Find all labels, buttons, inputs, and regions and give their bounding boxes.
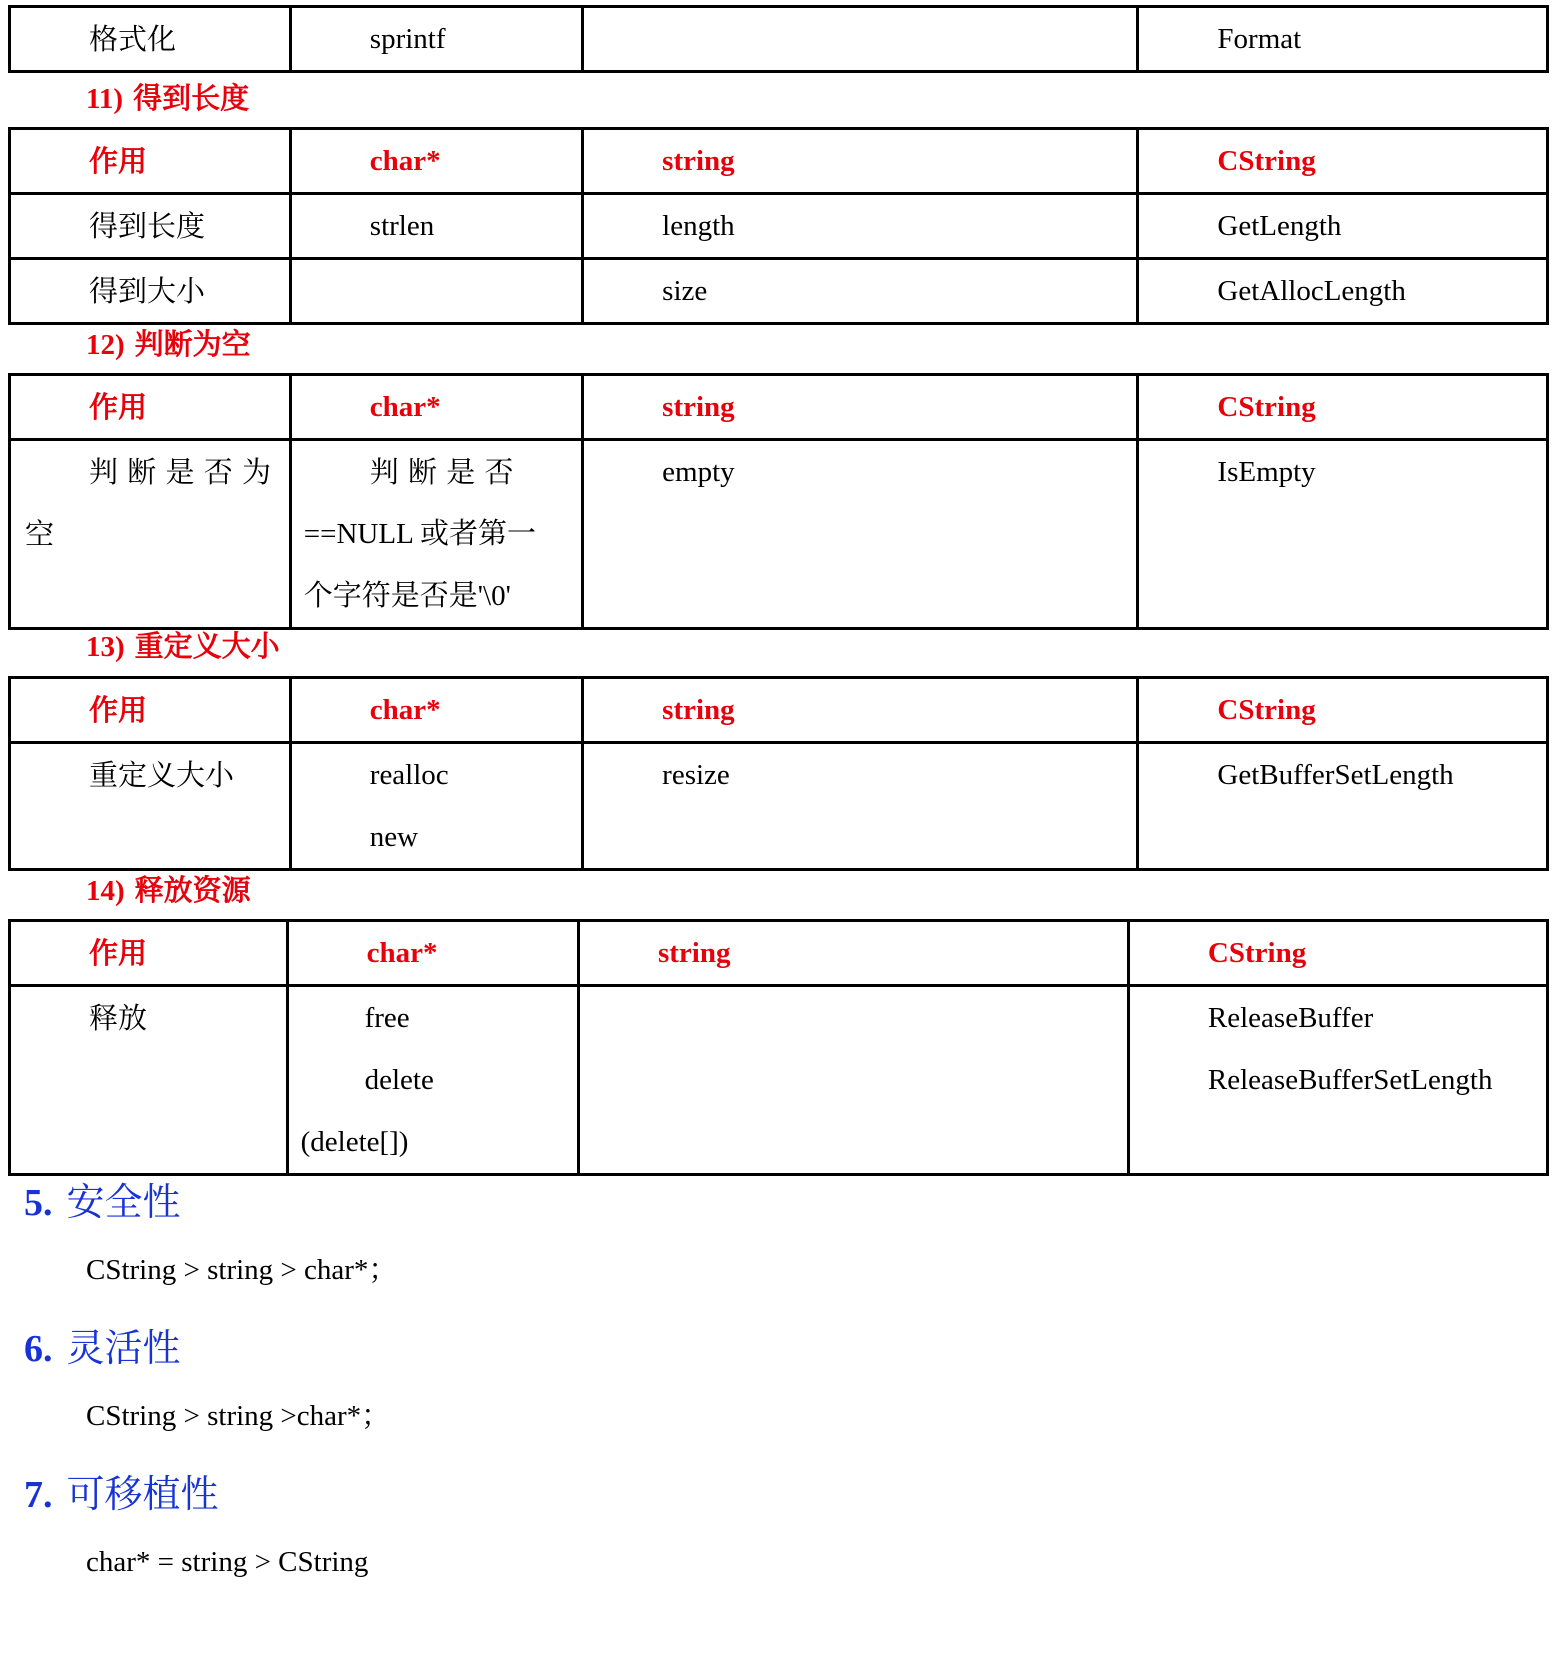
char: 断 bbox=[127, 455, 157, 489]
cell-line bbox=[304, 441, 581, 503]
subheading-title: 得到长度 bbox=[133, 81, 250, 115]
resize-table bbox=[8, 676, 1549, 871]
header-cstring: CString bbox=[1138, 375, 1548, 440]
cell-string: length bbox=[583, 194, 1138, 259]
table-header-row bbox=[10, 678, 1548, 743]
table-header-row bbox=[10, 921, 1548, 986]
cell-line: free bbox=[364, 1002, 410, 1034]
section-heading-portability bbox=[24, 1470, 219, 1519]
table-row bbox=[10, 194, 1548, 259]
header-purpose: 作用 bbox=[10, 129, 291, 194]
subheading-title: 重定义大小 bbox=[134, 629, 280, 663]
char: 判 bbox=[369, 455, 399, 489]
header-char-ptr: char* bbox=[290, 375, 582, 440]
subheading-number: 13) bbox=[86, 631, 125, 663]
cell-purpose: 得到长度 bbox=[10, 194, 291, 259]
empty-check-table bbox=[8, 373, 1549, 630]
subheading-11 bbox=[86, 78, 249, 119]
section-title: 灵活性 bbox=[66, 1326, 181, 1370]
header-cstring: CString bbox=[1138, 129, 1548, 194]
cell-line: new bbox=[369, 821, 419, 853]
header-char-ptr: char* bbox=[287, 921, 578, 986]
cell-line: ReleaseBuffer bbox=[1207, 1002, 1374, 1034]
section-title: 可移植性 bbox=[66, 1472, 219, 1516]
cell-purpose bbox=[10, 440, 291, 629]
cell-line: (delete[]) bbox=[300, 1126, 409, 1158]
section-number: 7. bbox=[24, 1474, 53, 1516]
release-table bbox=[8, 919, 1549, 1176]
cell-string bbox=[578, 986, 1128, 1175]
header-string: string bbox=[583, 678, 1138, 743]
char: 否 bbox=[484, 455, 514, 489]
header-purpose: 作用 bbox=[10, 921, 288, 986]
cell-line: ReleaseBufferSetLength bbox=[1207, 1064, 1493, 1096]
header-purpose: 作用 bbox=[10, 375, 291, 440]
cell-purpose: 格式化 bbox=[10, 7, 291, 72]
subheading-12 bbox=[86, 324, 251, 365]
cell-char-ptr: sprintf bbox=[290, 7, 582, 72]
cell-char-ptr bbox=[290, 259, 582, 324]
char: 为 bbox=[241, 455, 271, 489]
section-heading-flexibility bbox=[24, 1324, 181, 1373]
cell-cstring bbox=[1128, 986, 1547, 1175]
char: 判 bbox=[89, 455, 119, 489]
cell-char-ptr bbox=[290, 440, 582, 629]
header-string: string bbox=[583, 129, 1138, 194]
char: 是 bbox=[165, 455, 195, 489]
subheading-title: 判断为空 bbox=[134, 327, 251, 361]
cell-line: realloc bbox=[369, 759, 449, 791]
cell-purpose: 得到大小 bbox=[10, 259, 291, 324]
cell-string: size bbox=[583, 259, 1138, 324]
table-row bbox=[10, 259, 1548, 324]
table-row bbox=[10, 986, 1548, 1175]
subheading-number: 11) bbox=[86, 83, 124, 115]
char: 断 bbox=[408, 455, 438, 489]
header-string: string bbox=[578, 921, 1128, 986]
section-text-safety: CString > string > char*； bbox=[86, 1254, 398, 1286]
cell-cstring: IsEmpty bbox=[1138, 440, 1548, 629]
table-row bbox=[10, 7, 1548, 72]
subheading-number: 14) bbox=[86, 875, 125, 907]
section-text-portability: char* = string > CString bbox=[86, 1546, 369, 1578]
section-number: 6. bbox=[24, 1328, 53, 1370]
table-header-row bbox=[10, 375, 1548, 440]
section-number: 5. bbox=[24, 1182, 53, 1224]
char: 否 bbox=[203, 455, 233, 489]
section-text-flexibility: CString > string >char*； bbox=[86, 1400, 391, 1432]
cell-line: 空 bbox=[25, 517, 55, 551]
cell-line: ==NULL 或者第一 bbox=[303, 518, 536, 550]
cell-cstring: GetLength bbox=[1138, 194, 1548, 259]
cell-line: delete bbox=[364, 1064, 434, 1096]
header-purpose: 作用 bbox=[10, 678, 291, 743]
char: 是 bbox=[446, 455, 476, 489]
subheading-13 bbox=[86, 626, 280, 667]
cell-char-ptr bbox=[290, 743, 582, 870]
cell-string: resize bbox=[583, 743, 1138, 870]
cell-line: 个字符是否是'\0' bbox=[303, 580, 511, 612]
header-string: string bbox=[583, 375, 1138, 440]
format-table bbox=[8, 5, 1549, 73]
cell-char-ptr bbox=[287, 986, 578, 1175]
section-heading-safety bbox=[24, 1178, 181, 1227]
cell-line-blank bbox=[25, 565, 289, 627]
cell-cstring: Format bbox=[1138, 7, 1548, 72]
cell-cstring: GetBufferSetLength bbox=[1138, 743, 1548, 870]
header-char-ptr: char* bbox=[290, 129, 582, 194]
cell-char-ptr: strlen bbox=[290, 194, 582, 259]
section-title: 安全性 bbox=[66, 1180, 181, 1224]
subheading-14 bbox=[86, 870, 251, 911]
table-header-row bbox=[10, 129, 1548, 194]
cell-line bbox=[25, 441, 289, 503]
header-cstring: CString bbox=[1128, 921, 1547, 986]
table-row bbox=[10, 743, 1548, 870]
header-char-ptr: char* bbox=[290, 678, 582, 743]
header-cstring: CString bbox=[1138, 678, 1548, 743]
cell-cstring: GetAllocLength bbox=[1138, 259, 1548, 324]
length-table bbox=[8, 127, 1549, 325]
cell-string: empty bbox=[583, 440, 1138, 629]
cell-purpose: 释放 bbox=[10, 986, 288, 1175]
cell-string bbox=[583, 7, 1138, 72]
table-row bbox=[10, 440, 1548, 629]
subheading-number: 12) bbox=[86, 329, 125, 361]
subheading-title: 释放资源 bbox=[134, 873, 251, 907]
cell-purpose: 重定义大小 bbox=[10, 743, 291, 870]
